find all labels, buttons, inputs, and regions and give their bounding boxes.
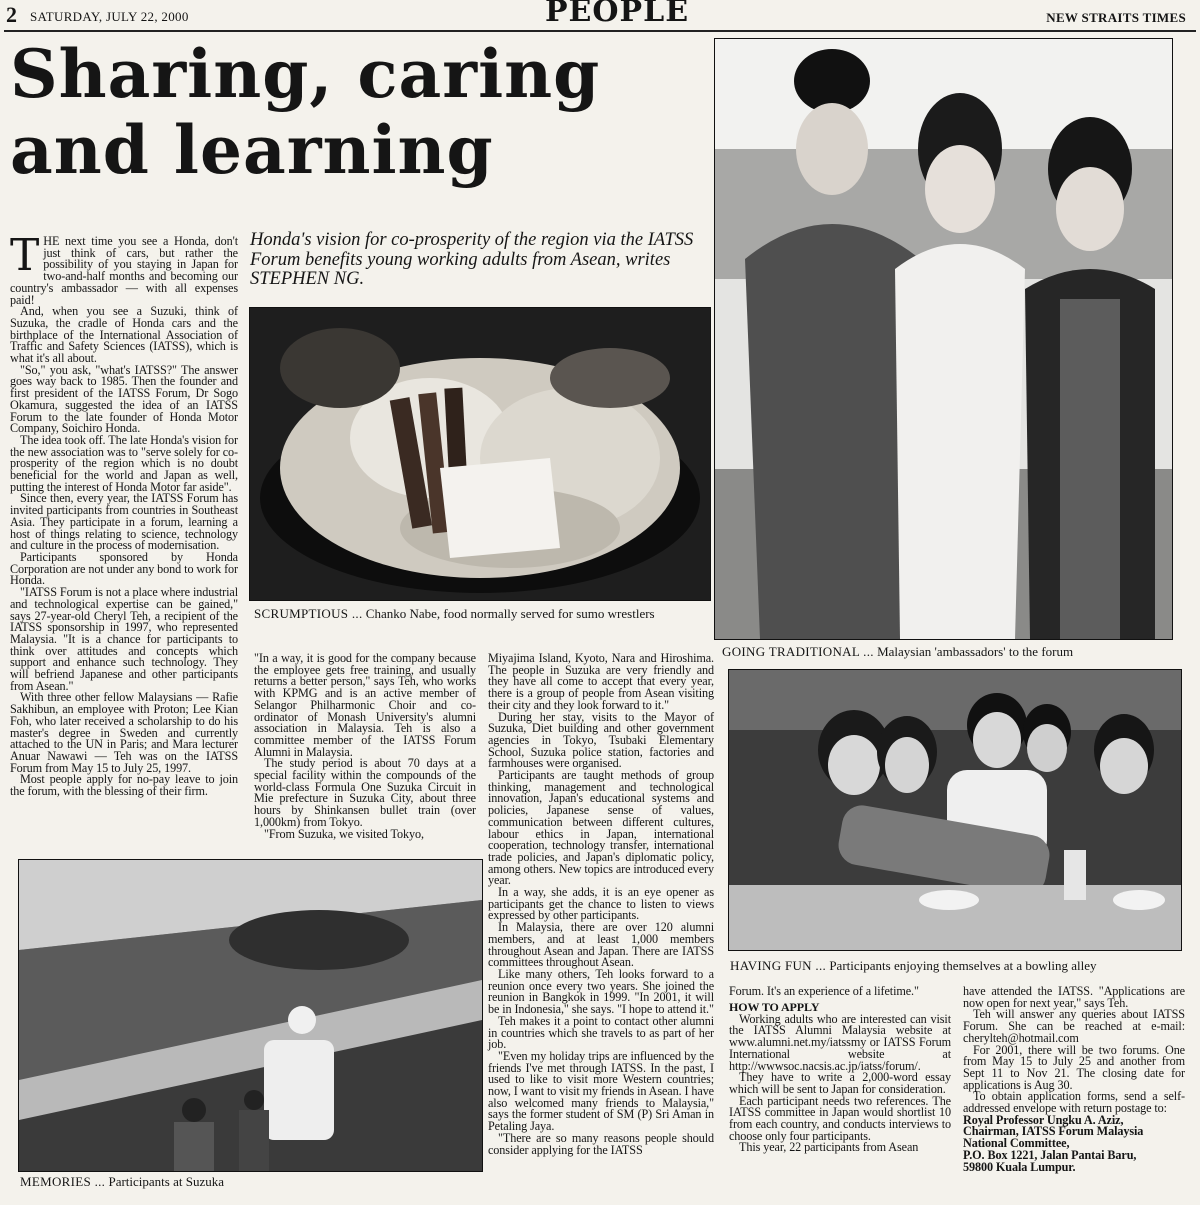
paragraph: "From Suzuka, we visited Tokyo, <box>264 826 424 841</box>
paragraph: Working adults who are interested can visit the IATSS Alumni Malaysia website at www.alumni.net.my/iatssmy or IATSS Forum International website at http://wwwsoc.nacsis.ac.jp/iatss/forum/. <box>729 1011 951 1073</box>
paragraph: Since then, every year, the IATSS Forum has invited participants from countries in Southeast Asia. They participate in a forum, learning a host of things relating to science, technology and culture in the process of modernisation. <box>10 491 238 553</box>
caption-label: GOING TRADITIONAL ... <box>722 644 874 659</box>
paragraph: In Malaysia, there are over 120 alumni members, and at least 1,000 members throughout Asean and Japan. There are IATSS committees throughout Asean. <box>488 920 714 970</box>
paragraph: This year, 22 participants from Asean <box>739 1140 919 1155</box>
paragraph: Forum. It's an experience of a lifetime." <box>729 984 919 998</box>
headline-line-1: Sharing, caring <box>10 35 601 113</box>
food-illustration <box>250 308 710 600</box>
suzuka-illustration <box>19 860 482 1171</box>
photo-traditional <box>714 38 1173 640</box>
paragraph: Miyajima Island, Kyoto, Nara and Hiroshima. The people in Suzuka are very friendly and they have all come to accept that every year, there is a group of people from Asean visiting their city and they look forward to it." <box>488 651 714 712</box>
newspaper-name: NEW STRAITS TIMES <box>1046 10 1186 25</box>
photo-chanko-nabe <box>249 307 711 601</box>
paragraph: Participants sponsored by Honda Corporation are not under any bond to work for Honda. <box>10 549 238 588</box>
headline <box>10 36 700 188</box>
drop-cap: T <box>10 230 40 281</box>
bowling-illustration <box>729 670 1181 950</box>
article-column-5 <box>963 986 1185 1173</box>
paragraph: Like many others, Teh looks forward to a reunion once every two years. She joined the reunion in Bangkok in 1999. "In 2001, it will be in Indonesia," she says. "I hope to attend it." <box>488 966 714 1017</box>
paragraph: Each participant needs two references. The IATSS committee in Japan would shortlist 10 from each country, and conducts interviews to choose only four participants. <box>729 1093 951 1143</box>
article-column-2 <box>254 653 476 840</box>
paragraph: THE next time you see a Honda, don't just think of cars, but rather the possibility of you staying in Japan for two-and-half months and becoming our country's ambassador — with all expenses paid! <box>10 230 238 307</box>
caption-label: HAVING FUN ... <box>730 958 827 973</box>
paragraph: With three other fellow Malaysians — Rafie Sakhibun, an employee with Proton; Lee Kian Foh, who later received a scholarship to do his master's degree in Sweden and currently attached to the UN in Paris; and Mara lecturer Anuar Nawawi — Teh was on the IATSS Forum from May 15 to July 25, 1997. <box>10 690 238 775</box>
caption-traditional <box>722 644 1172 659</box>
paragraph: In a way, she adds, it is an eye opener as participants get the chance to listen to views expressed by other participants. <box>488 885 714 923</box>
section-heading: HOW TO APPLY <box>729 999 820 1014</box>
paragraph: "In a way, it is good for the company because the employee gets free training, and usually returns a better person," says Teh, who works with KPMG and is an active member of Selangor Philharmonic Choir and co-ordinator of Monash University's alumni association in Malaysia. Teh is also a committee member of the IATSS Forum Alumni in Malaysia. <box>254 651 476 759</box>
caption-text: Participants enjoying themselves at a bowling alley <box>829 958 1097 973</box>
standfirst <box>250 231 710 290</box>
article-column-3 <box>488 653 714 1156</box>
paragraph: During her stay, visits to the Mayor of Suzuka, Diet building and other government agencies in Tokyo, Tsubaki Elementary School, Suzuka police station, factories and farmhouses were organised. <box>488 709 714 771</box>
address-line: Royal Professor Ungku A. Aziz, <box>963 1112 1124 1127</box>
paragraph: Teh makes it a point to contact other alumni in countries which she travels to as part of her job. <box>488 1013 714 1052</box>
caption-food <box>254 606 674 621</box>
section-title: PEOPLE <box>545 0 690 29</box>
address-line: P.O. Box 1221, Jalan Pantai Baru, <box>963 1147 1137 1162</box>
caption-text: Chanko Nabe, food normally served for sumo wrestlers <box>365 606 655 621</box>
paragraph: And, when you see a Suzuki, think of Suzuka, the cradle of Honda cars and the birthplace of the International Association of Traffic and Safety Sciences (IATSS), which is what it's all about. <box>10 304 238 366</box>
address-line: 59800 Kuala Lumpur. <box>963 1159 1076 1174</box>
issue-date: SATURDAY, JULY 22, 2000 <box>30 9 189 24</box>
paragraph: Teh will answer any queries about IATSS Forum. She can be reached at e-mail: cherylteh@hotmail.com <box>963 1007 1185 1045</box>
caption-text: Participants at Suzuka <box>108 1174 224 1189</box>
photo-bowling <box>728 669 1182 951</box>
paragraph: The idea took off. The late Honda's vision for the new association was to "serve solely for co-prosperity of the region which is no doubt beneficial for the world and Japan as well, putting the interest of Honda Motor far aside". <box>10 432 238 494</box>
standfirst-line-2: Forum benefits young working adults from Asean, writes <box>250 249 671 270</box>
masthead <box>0 0 1200 30</box>
address-line: Chairman, IATSS Forum Malaysia <box>963 1124 1144 1139</box>
article-column-4 <box>729 986 951 1154</box>
paragraph: "Even my holiday trips are influenced by the friends I've met through IATSS. In the past, I used to like to visit more Western countries; now, I want to visit my friends in Asean. I have also welcomed many friends to Malaysia," says the former student of SM (P) Sri Aman in Petaling Jaya. <box>488 1048 714 1134</box>
standfirst-line-3: STEPHEN NG. <box>250 269 365 289</box>
headline-line-2: and learning <box>10 111 494 189</box>
caption-memories <box>20 1174 450 1189</box>
ambassadors-illustration <box>715 39 1172 639</box>
paragraph: "IATSS Forum is not a place where industrial and technological expertise can be gained," says 27-year-old Cheryl Teh, a recipient of the IATSS sponsorship in 1997, who represented Malaysia. "It is a chance for participants to think over attitudes and concepts which support and enhance such technology. They will befriend Japanese and other participants from Asean." <box>10 585 238 693</box>
paragraph: The study period is about 70 days at a special facility within the compounds of the world-class Formula One Suzuka Circuit in Mie prefecture in Suzuka City, about three hours by Shinkansen bullet train (over 1,000km) from Tokyo. <box>254 756 476 829</box>
caption-text: Malaysian 'ambassadors' to the forum <box>877 644 1074 659</box>
paragraph: Most people apply for no-pay leave to join the forum, with the blessing of their firm. <box>10 772 238 799</box>
address-line: National Committee, <box>963 1136 1070 1151</box>
photo-suzuka <box>18 859 483 1172</box>
paragraph: "So," you ask, "what's IATSS?" The answer goes way back to 1985. Then the founder and first president of the IATSS Forum, Dr Sogo Okamura, suggested the idea of an IATSS Forum to the late founder of Honda Motor Company, Soichiro Honda. <box>10 362 238 436</box>
paragraph: For 2001, there will be two forums. One from May 15 to July 25 and another from Sept 11 to Nov 21. The closing date for applications is Aug 30. <box>963 1042 1185 1092</box>
paragraph: have attended the IATSS. "Applications are now open for next year," says Teh. <box>963 984 1185 1010</box>
paragraph: "There are so many reasons people should consider applying for the IATSS <box>488 1130 714 1157</box>
caption-fun <box>730 958 1180 973</box>
article-column-1 <box>10 230 238 799</box>
paragraph: Participants are taught methods of group thinking, management and technological innovation, Japan's educational systems and policies, Japanese sense of values, communication between different cultures, labour ethics in Japan, international cooperation, technology transfer, international trade policies, and Japan's diplomatic policy, among others. New topics are introduced every year. <box>488 768 714 888</box>
page-number: 2 <box>6 2 17 27</box>
caption-label: MEMORIES ... <box>20 1174 106 1189</box>
standfirst-line-1: Honda's vision for co-prosperity of the region via the IATSS <box>250 230 694 250</box>
masthead-rule <box>4 30 1196 32</box>
caption-label: SCRUMPTIOUS ... <box>254 606 363 621</box>
paragraph: To obtain application forms, send a self-addressed envelope with return postage to: <box>963 1089 1185 1116</box>
paragraph: They have to write a 2,000-word essay which will be sent to Japan for consideration. <box>729 1070 951 1096</box>
